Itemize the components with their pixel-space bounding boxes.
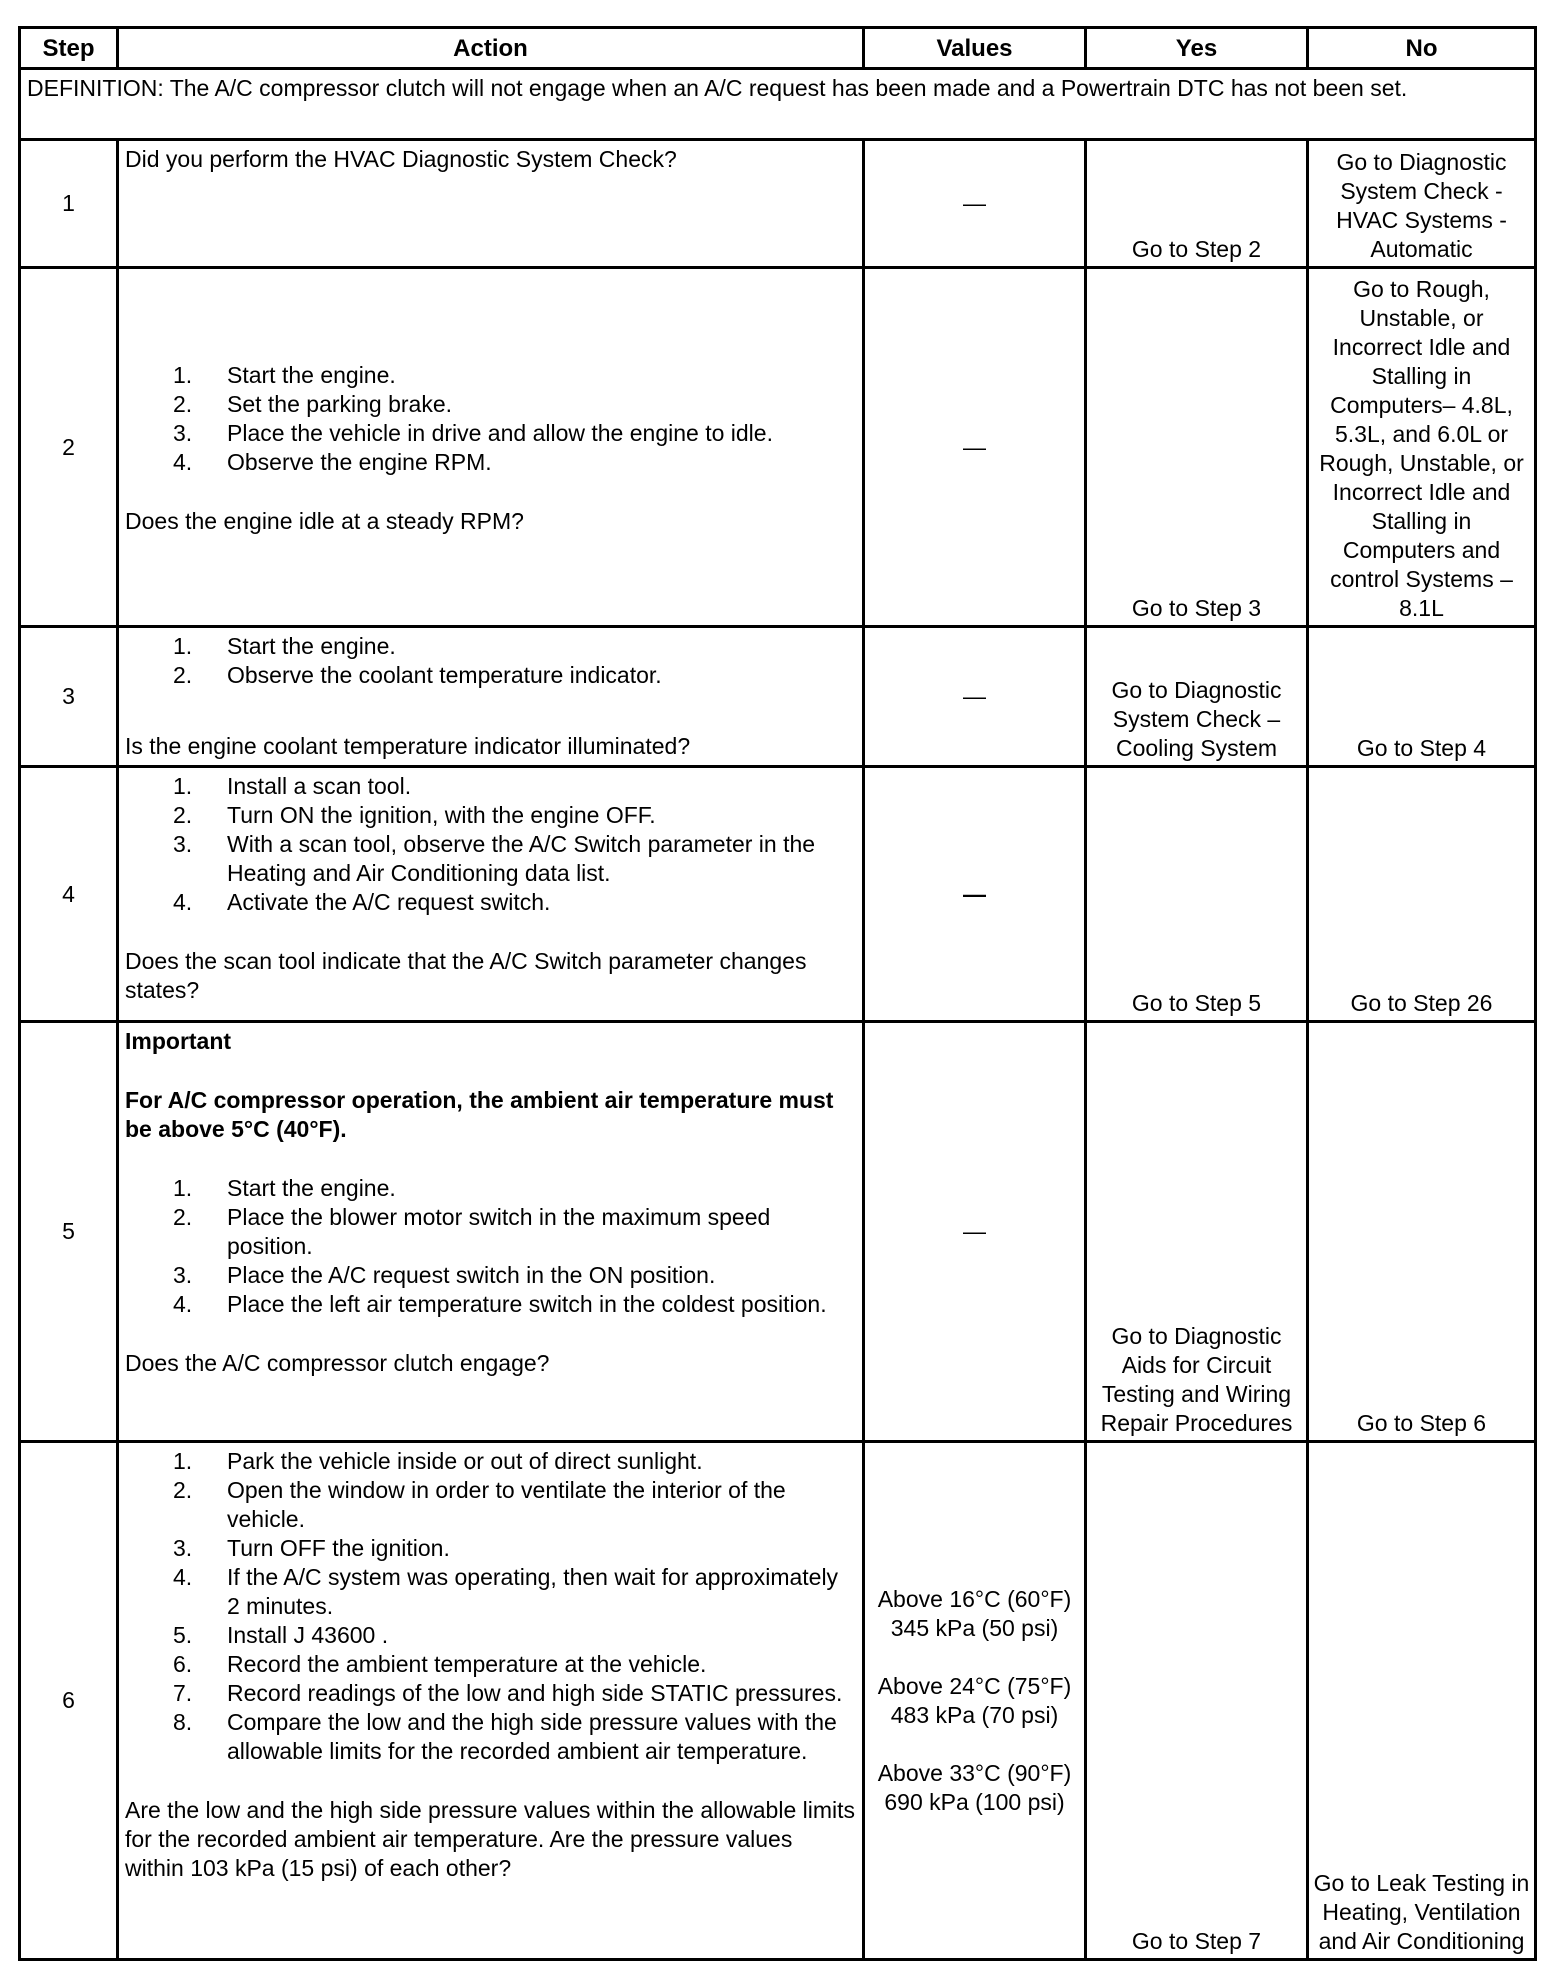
yes-link[interactable]: Go to Step 7: [1086, 1442, 1308, 1960]
list-item: 6. Record the ambient temperature at the vehicle.: [173, 1651, 707, 1677]
definition-row: [20, 69, 1536, 140]
header-yes: Yes: [1086, 28, 1308, 69]
list-item: 2. Open the window in order to ventilate the interior of the vehicle.: [173, 1477, 786, 1532]
list-item: 1. Start the engine.: [173, 1175, 396, 1201]
diagnostic-table: [18, 26, 1537, 1961]
step-number: 3: [20, 627, 118, 767]
no-link[interactable]: Go to Diagnostic System Check - HVAC Systems - Automatic: [1308, 140, 1536, 268]
yes-link[interactable]: Go to Diagnostic Aids for Circuit Testing and Wiring Repair Procedures: [1086, 1022, 1308, 1442]
step-number: 1: [20, 140, 118, 268]
important-label: Important: [125, 1028, 232, 1054]
action-question: Are the low and the high side pressure values within the allowable limits for the recorded ambient air temperature. Are the pressure values within 103 kPa (15 psi) of each other?: [125, 1797, 856, 1881]
header-no: No: [1308, 28, 1536, 69]
values-cell: —: [864, 627, 1086, 767]
action-steps: [125, 1447, 856, 1766]
list-item: 8. Compare the low and the high side pressure values with the allowable limits for the recorded ambient air temperature.: [173, 1709, 837, 1764]
no-link[interactable]: Go to Step 4: [1308, 627, 1536, 767]
table-row: [20, 1442, 1536, 1960]
action-cell: [118, 140, 864, 268]
header-values: Values: [864, 28, 1086, 69]
yes-link[interactable]: Go to Diagnostic System Check – Cooling System: [1086, 627, 1308, 767]
list-item: 7. Record readings of the low and high side STATIC pressures.: [173, 1680, 843, 1706]
header-step: Step: [20, 28, 118, 69]
no-link[interactable]: Go to Step 6: [1308, 1022, 1536, 1442]
yes-link[interactable]: Go to Step 5: [1086, 767, 1308, 1022]
list-item: 3. Place the A/C request switch in the ON position.: [173, 1262, 716, 1288]
list-item: 1. Start the engine.: [173, 361, 396, 388]
step-number: 2: [20, 268, 118, 627]
list-item: 1. Install a scan tool.: [173, 773, 412, 799]
action-cell: [118, 767, 864, 1022]
list-item: 3. Place the vehicle in drive and allow the engine to idle.: [173, 419, 773, 446]
values-cell: —: [864, 140, 1086, 268]
definition-text: DEFINITION: The A/C compressor clutch will not engage when an A/C request has been made and a Powertrain DTC has not been set.: [20, 69, 1536, 140]
action-question: Does the engine idle at a steady RPM?: [125, 507, 524, 534]
list-item: 1. Start the engine.: [173, 633, 396, 659]
pressure-limit: Above 24°C (75°F) 483 kPa (70 psi): [877, 1672, 1072, 1728]
action-cell: [118, 1442, 864, 1960]
no-link[interactable]: Go to Step 26: [1308, 767, 1536, 1022]
action-cell: [118, 1022, 864, 1442]
action-question: Did you perform the HVAC Diagnostic System Check?: [125, 146, 677, 172]
yes-link[interactable]: Go to Step 2: [1086, 140, 1308, 268]
list-item: 4. Place the left air temperature switch in the coldest position.: [173, 1291, 827, 1317]
table-row: [20, 767, 1536, 1022]
step-number: 6: [20, 1442, 118, 1960]
pressure-limit: Above 16°C (60°F) 345 kPa (50 psi): [877, 1585, 1072, 1641]
list-item: 4. Observe the engine RPM.: [173, 448, 492, 475]
list-item: 2. Turn ON the ignition, with the engine OFF.: [173, 802, 656, 828]
table-row: [20, 268, 1536, 627]
list-item: 2. Place the blower motor switch in the maximum speed position.: [173, 1204, 771, 1259]
list-item: 3. Turn OFF the ignition.: [173, 1535, 450, 1561]
no-link[interactable]: Go to Rough, Unstable, or Incorrect Idle and Stalling in Computers– 4.8L, 5.3L, and 6.0L or Rough, Unstable, or Incorrect Idle and Stalling in Computers and control Systems – 8.1L: [1308, 268, 1536, 627]
action-cell: [118, 627, 864, 767]
list-item: 4. Activate the A/C request switch.: [173, 889, 551, 915]
action-cell: [118, 268, 864, 627]
header-action: Action: [118, 28, 864, 69]
values-cell: —: [864, 1022, 1086, 1442]
values-cell: [864, 1442, 1086, 1960]
action-question: Does the A/C compressor clutch engage?: [125, 1350, 550, 1376]
action-steps: [125, 772, 856, 917]
action-question: Is the engine coolant temperature indicator illuminated?: [125, 733, 691, 759]
important-text: For A/C compressor operation, the ambient air temperature must be above 5°C (40°F).: [125, 1087, 834, 1142]
action-question: Does the scan tool indicate that the A/C Switch parameter changes states?: [125, 948, 807, 1003]
action-steps: [125, 1174, 856, 1319]
values-cell: —: [864, 767, 1086, 1022]
header-row: [20, 28, 1536, 69]
table-row: [20, 1022, 1536, 1442]
yes-link[interactable]: Go to Step 3: [1086, 268, 1308, 627]
list-item: 5. Install J 43600 .: [173, 1622, 389, 1648]
list-item: 1. Park the vehicle inside or out of direct sunlight.: [173, 1448, 703, 1474]
pressure-limit: Above 33°C (90°F) 690 kPa (100 psi): [877, 1759, 1072, 1815]
action-steps: [125, 632, 856, 690]
list-item: 2. Observe the coolant temperature indicator.: [173, 662, 662, 688]
values-cell: —: [864, 268, 1086, 627]
step-number: 4: [20, 767, 118, 1022]
no-link[interactable]: Go to Leak Testing in Heating, Ventilation and Air Conditioning: [1308, 1442, 1536, 1960]
list-item: 2. Set the parking brake.: [173, 390, 453, 417]
table-row: [20, 140, 1536, 268]
action-steps: [125, 361, 856, 477]
list-item: 4. If the A/C system was operating, then wait for approximately 2 minutes.: [173, 1564, 839, 1619]
list-item: 3. With a scan tool, observe the A/C Switch parameter in the Heating and Air Conditioning data list.: [173, 831, 816, 886]
step-number: 5: [20, 1022, 118, 1442]
table-row: [20, 627, 1536, 767]
